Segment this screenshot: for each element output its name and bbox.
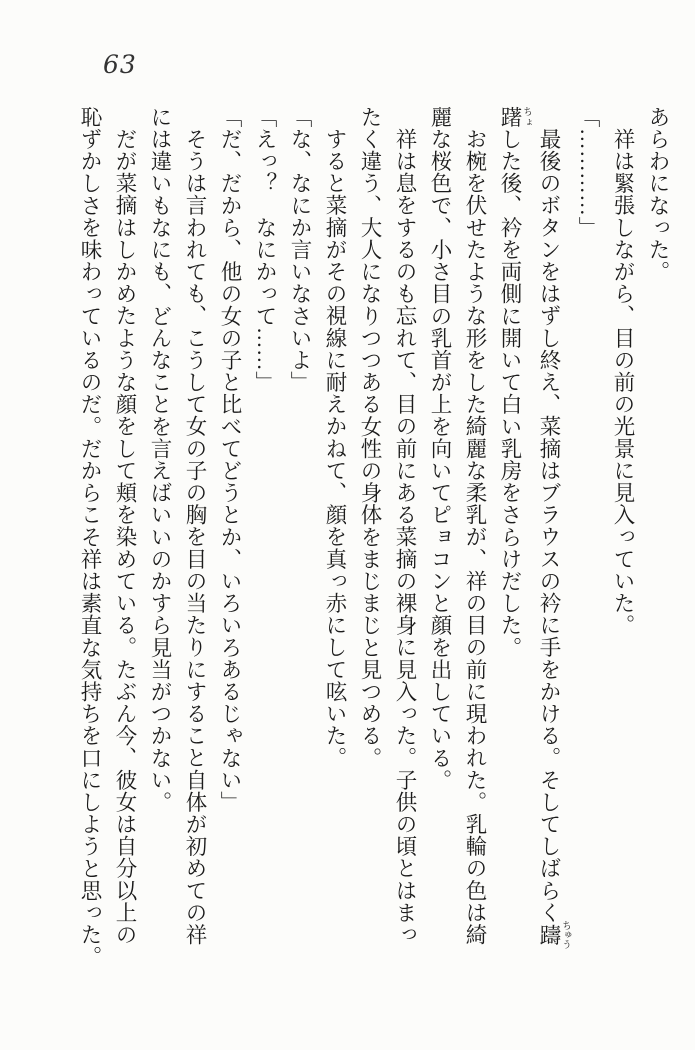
- text-column: 「な、なにか言いなさいよ」: [288, 106, 312, 394]
- text-column: 祥は緊張しながら、目の前の光景に見入っていた。: [611, 128, 635, 637]
- text-column: 躇 ちょした後、衿を両側に開いて白い乳房をさらけだした。: [498, 106, 531, 659]
- page-number: 63: [103, 50, 137, 79]
- text-column: 「えっ？ なにかって……」: [253, 106, 277, 394]
- furigana-text: ちゅう: [560, 920, 570, 949]
- text-columns: [72, 106, 675, 991]
- text-column: 麗な桜色で、小さ目の乳首が上を向いてピョコンと顔を出している。: [428, 106, 452, 792]
- text-column: お椀を伏せたような形をした綺麗な柔乳が、祥の目の前に現われた。乳輪の色は綺: [463, 128, 487, 946]
- text-column: だが菜摘はしかめたような顔をして頬を染めている。たぶん今、彼女は自分以上の: [113, 128, 137, 946]
- text-column: たく違う、大人になりつつある女性の身体をまじまじと見つめる。: [358, 106, 382, 769]
- text-column: 祥は息をするのも忘れて、目の前にある菜摘の裸身に見入った。子供の頃とはまっ: [393, 128, 417, 946]
- text-column: 恥ずかしさを味わっているのだ。だからこそ祥は素直な気持ちを口にしようと思った。: [78, 106, 102, 968]
- furigana-ruby: 躊 ちゅう: [537, 920, 570, 949]
- text-column: には違いもなにも、どんなことを言えばいいのかすら見当がつかない。: [148, 106, 172, 814]
- text-column: 「だ、だから、他の女の子と比べてどうとか、いろいろあるじゃない」: [218, 106, 242, 814]
- text-column: 最後のボタンをはずし終え、菜摘はブラウスの衿に手をかける。そしてしばらく躊 ちゅう: [537, 128, 570, 949]
- furigana-text: ちょ: [521, 106, 531, 129]
- furigana-ruby: 躇 ちょ: [498, 106, 531, 129]
- text-column: 「…………」: [576, 106, 600, 239]
- text-column: そうは言われても、こうして女の子の胸を目の当たりにすること自体が初めての祥: [183, 128, 207, 946]
- text-column: すると菜摘がその視線に耐えかねて、顔を真っ赤にして呟いた。: [323, 128, 347, 769]
- text-column: あらわになった。: [646, 106, 670, 283]
